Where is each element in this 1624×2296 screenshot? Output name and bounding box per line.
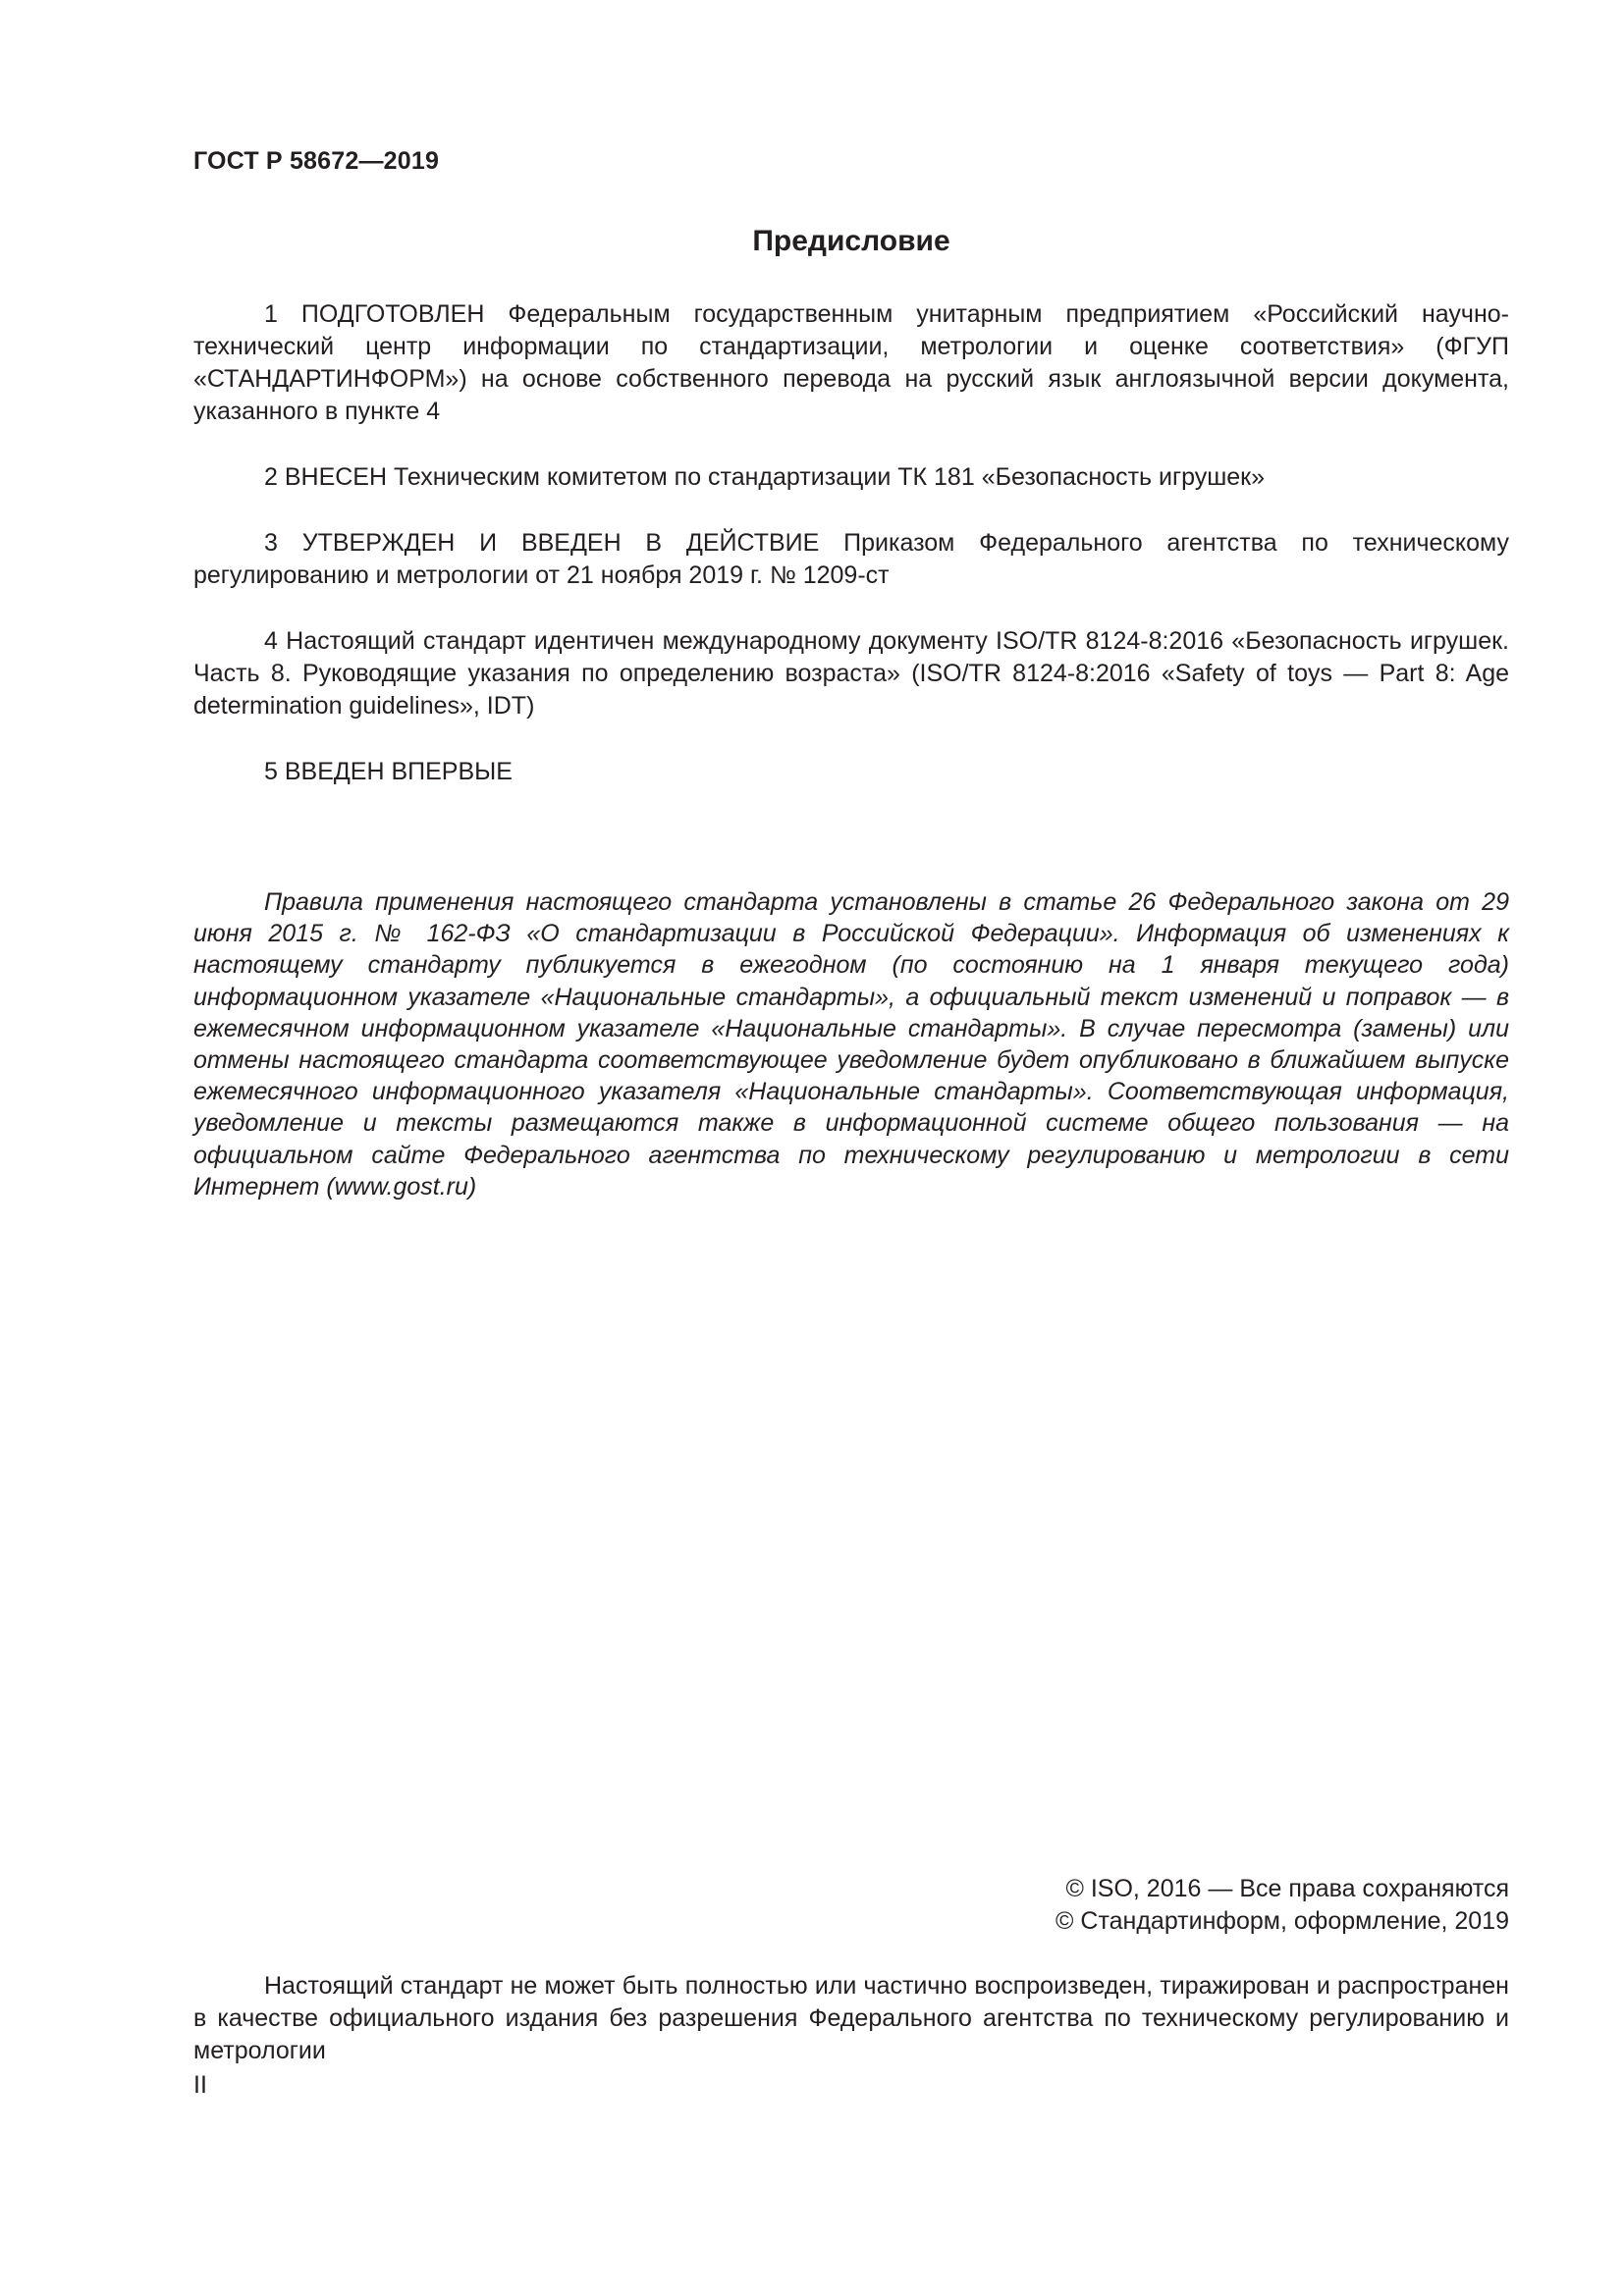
reproduction-notice: Настоящий стандарт не может быть полностью или частично воспроизведен, тиражирован и распространен в качестве официального издания без разрешения Федерального агентства по техническому регулированию и метрологии [193,1972,1509,2064]
copyright-standartinform: © Стандартинформ, оформление, 2019 [1056,1907,1509,1935]
paragraph-approved: 3 УТВЕРЖДЕН И ВВЕДЕН В ДЕЙСТВИЕ Приказом Федерального агентства по техническому регулированию и метрологии от 21 ноября 2019 г. № 1209-ст [193,529,1509,589]
paragraph-introduced-first: 5 ВВЕДЕН ВПЕРВЫЕ [264,758,513,785]
copyright-iso: © ISO, 2016 — Все права сохраняются [1065,1875,1509,1902]
document-code-header: ГОСТ Р 58672—2019 [193,147,440,175]
paragraph-introduced-by: 2 ВНЕСЕН Техническим комитетом по стандартизации ТК 181 «Безопасность игрушек» [264,463,1266,491]
application-rules-notice: Правила применения настоящего стандарта установлены в статье 26 Федерального закона от 29 июня 2015 г. № 162-ФЗ «О стандартизации в Российской Федерации». Информация об изменениях к настоящему стандарту публикуется в ежегодном (по состоянию на 1 января текущего года) информационном указателе «Национальные стандарты», а официальный текст изменений и поправок — в ежемесячном информационном указателе «Национальные стандарты». В случае пересмотра (замены) или отмены настоящего стандарта соответствующее уведомление будет опубликовано в ближайшем выпуске ежемесячного информационного указателя «Национальные стандарты». Соответствующая информация, уведомление и тексты размещаются также в информационной системе общего пользования — на официальном сайте Федерального агентства по техническому регулированию и метрологии в сети Интернет (www.gost.ru) [193,888,1509,1201]
paragraph-prepared-by: 1 ПОДГОТОВЛЕН Федеральным государственным унитарным предприятием «Российский научно-технический центр информации по стандартизации, метрологии и оценке соответствия» (ФГУП «СТАНДАРТИНФОРМ») на основе собственного перевода на русский язык англоязычной версии документа, указанного в пункте 4 [193,300,1509,425]
page-number: II [193,2071,207,2099]
page-title: Предисловие [752,225,950,257]
paragraph-identical-standard: 4 Настоящий стандарт идентичен международному документу ISO/TR 8124-8:2016 «Безопасность игрушек. Часть 8. Руководящие указания по определению возраста» (ISO/TR 8124-8:2016 «Safety of toys — Part 8: Age determination guidelines», IDT) [193,627,1509,720]
